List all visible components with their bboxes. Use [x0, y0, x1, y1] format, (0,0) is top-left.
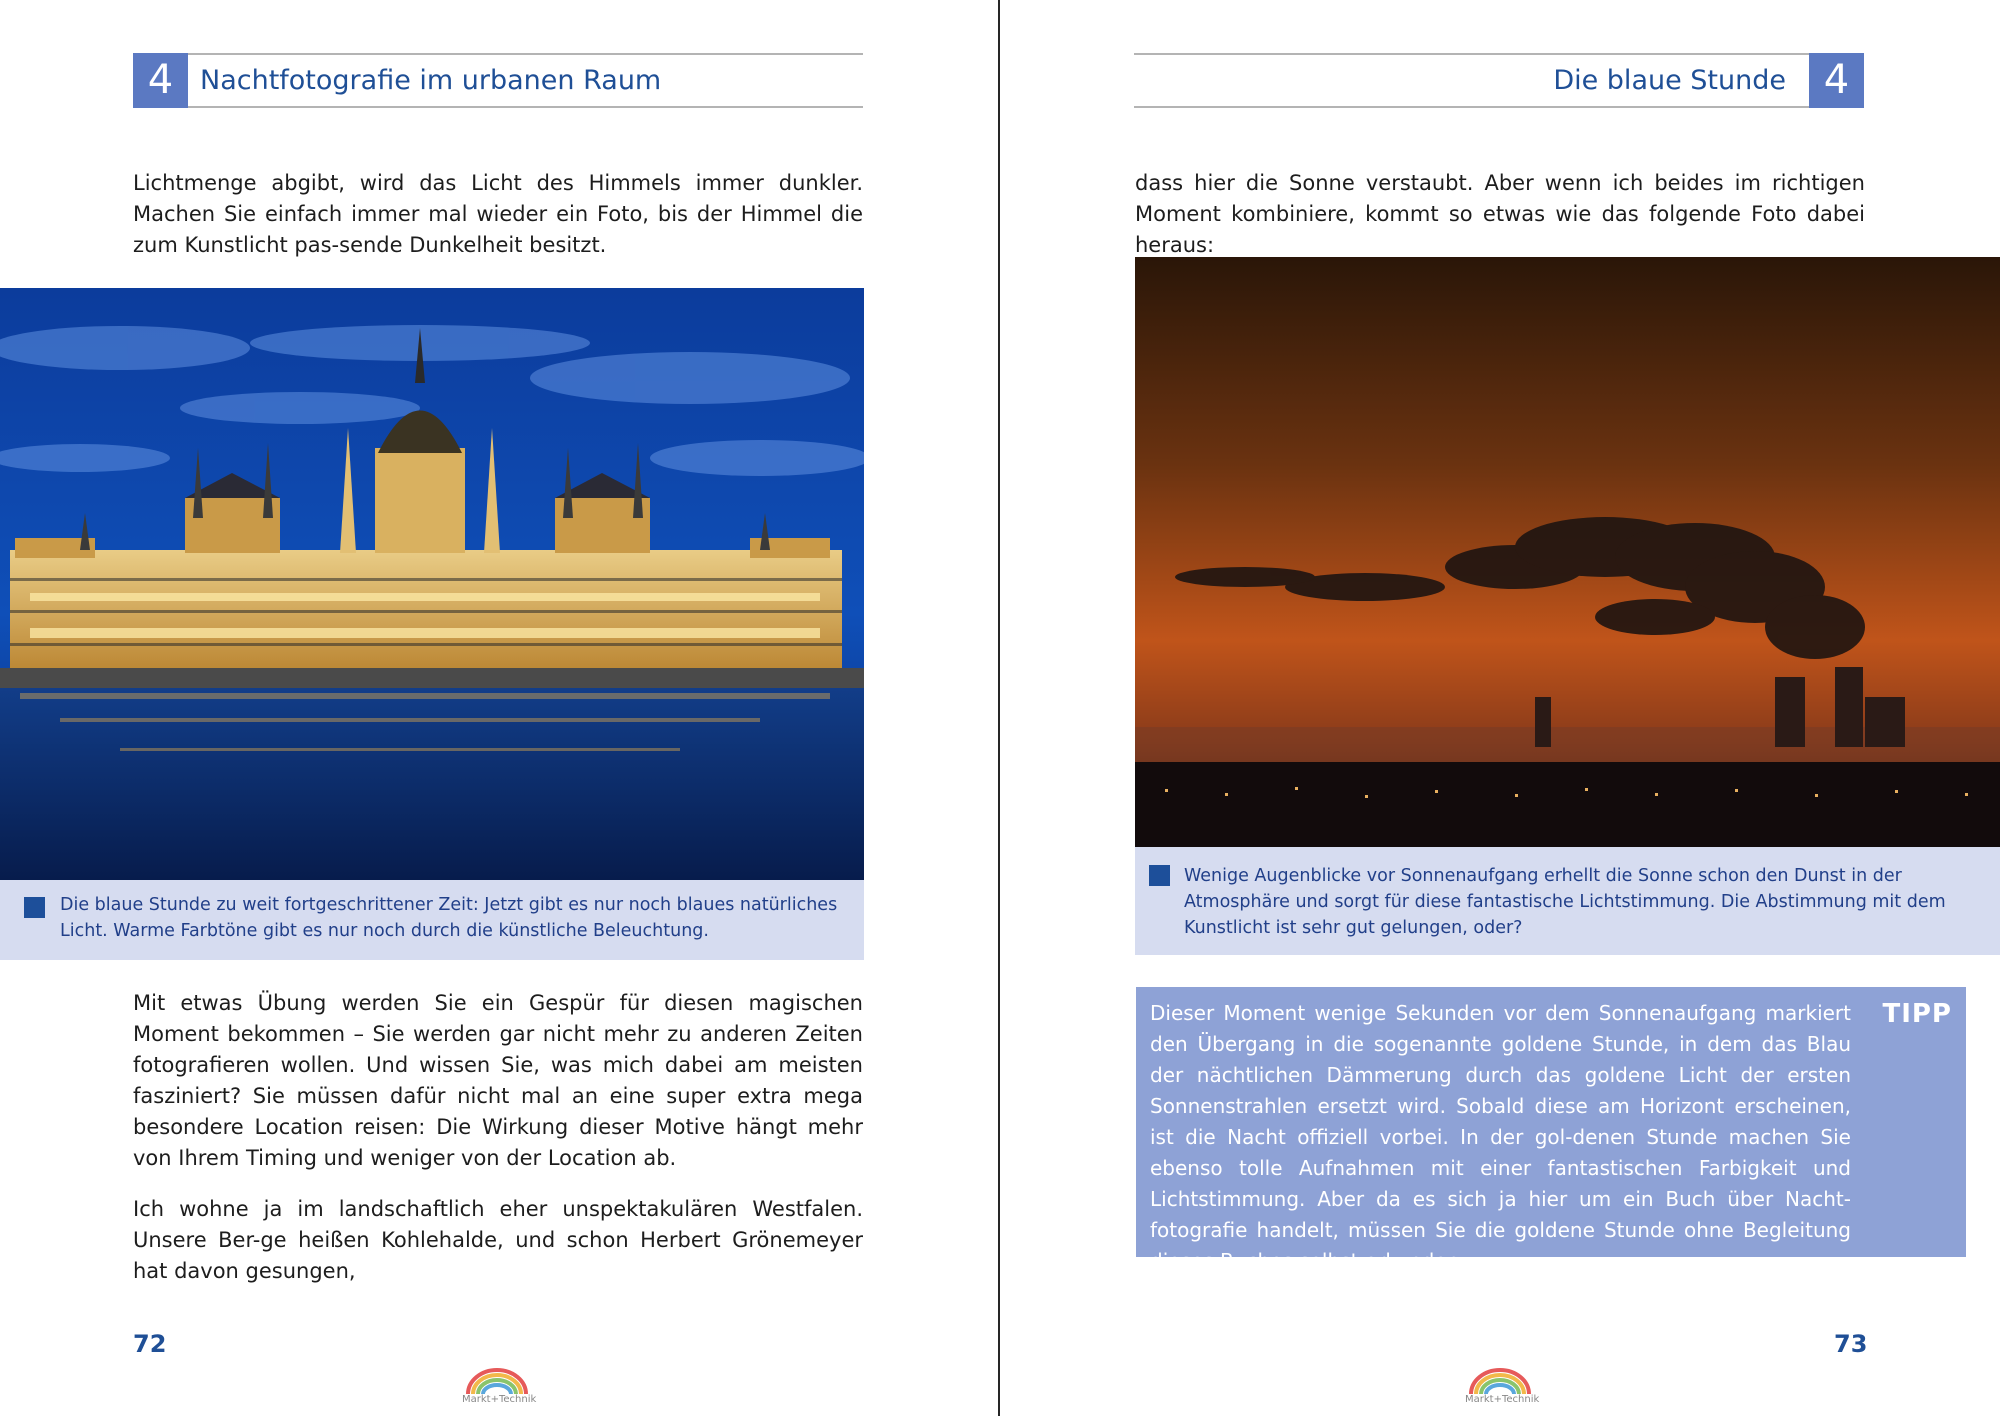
intro-paragraph	[1135, 168, 1865, 261]
left-page	[0, 0, 998, 1416]
publisher-logo	[1465, 1368, 1540, 1408]
parliament-night-image	[0, 288, 864, 880]
caption-text: Die blaue Stunde zu weit fortgeschrittener Zeit: Jetzt gibt es nur noch blaues natürliches Licht. Warme Farbtöne gibt es nur noch durch die künstliche Beleuchtung.	[60, 895, 838, 941]
caption-text: Wenige Augenblicke vor Sonnenaufgang erhellt die Sonne schon den Dunst in der Atmosphäre und sorgt für diese fantastische Lichtstimmung. Die Abstimmung mit dem Kunstlicht ist sehr gut gelungen, oder?	[1184, 866, 1946, 938]
chapter-header	[1134, 53, 1864, 108]
tip-label: TIPP	[1882, 999, 1952, 1029]
body-paragraph-1	[133, 988, 863, 1174]
tip-box	[1136, 987, 1966, 1273]
rainbow-logo-icon	[462, 1368, 532, 1396]
chapter-title: Die blaue Stunde	[1553, 65, 1786, 96]
intro-text: dass hier die Sonne verstaubt. Aber wenn ich beides im richtigen Moment kombiniere, kommt so etwas wie das folgende Foto dabei heraus:	[1135, 171, 1865, 257]
page-number: 72	[133, 1330, 167, 1358]
rainbow-logo-icon	[1465, 1368, 1535, 1396]
tip-text: Dieser Moment wenige Sekunden vor dem Sonnenaufgang markiert den Übergang in die sogenannte goldene Stunde, in dem das Blau der nächtlichen Dämmerung durch das goldene Licht der ersten Sonnenstrahlen ersetzt wird. Sobald diese am Horizont erscheinen, ist die Nacht offiziell vorbei. In der gol-denen Stunde machen Sie ebenso tolle Aufnahmen mit einer fantastischen Farbigkeit und Lichtstimmung. Aber da es sich ja hier um ein Buch über Nacht-fotografie handelt, müssen Sie die goldene Stunde ohne Begleitung dieses Buches selbst erkunden.	[1150, 1001, 1851, 1273]
caption-marker	[1149, 865, 1170, 886]
intro-paragraph	[133, 168, 863, 261]
logo-text: Markt+Technik	[462, 1394, 537, 1405]
chapter-number-badge: 4	[133, 53, 188, 108]
sunrise-smoke-image	[1135, 257, 2000, 847]
chapter-number-badge: 4	[1809, 53, 1864, 108]
paragraph-text: Mit etwas Übung werden Sie ein Gespür für diesen magischen Moment bekommen – Sie werden gar nicht mehr zu anderen Zeiten fotografieren wollen. Und wissen Sie, was mich dabei am meisten fasziniert? Sie müssen dafür nicht mal an eine super extra mega besondere Location reisen: Die Wirkung dieser Motive hängt mehr von Ihrem Timing und weniger von der Location ab.	[133, 991, 863, 1170]
page-number: 73	[1834, 1330, 1868, 1358]
intro-text: Lichtmenge abgibt, wird das Licht des Himmels immer dunkler. Machen Sie einfach immer mal wieder ein Foto, bis der Himmel die zum Kunstlicht pas-sende Dunkelheit besitzt.	[133, 171, 863, 257]
chapter-title: Nachtfotografie im urbanen Raum	[200, 65, 662, 96]
parliament-photo	[0, 288, 864, 880]
body-paragraph-2	[133, 1194, 863, 1287]
photo-caption	[0, 880, 864, 960]
sunrise-industry-photo	[1135, 257, 2000, 847]
publisher-logo	[462, 1368, 537, 1408]
chapter-header	[133, 53, 863, 108]
right-page	[1000, 0, 2000, 1416]
paragraph-text: Ich wohne ja im landschaftlich eher unspektakulären Westfalen. Unsere Ber-ge heißen Kohlehalde, und schon Herbert Grönemeyer hat davon gesungen,	[133, 1197, 863, 1283]
caption-marker	[24, 897, 45, 918]
logo-text: Markt+Technik	[1465, 1394, 1540, 1405]
photo-caption	[1135, 847, 2000, 955]
